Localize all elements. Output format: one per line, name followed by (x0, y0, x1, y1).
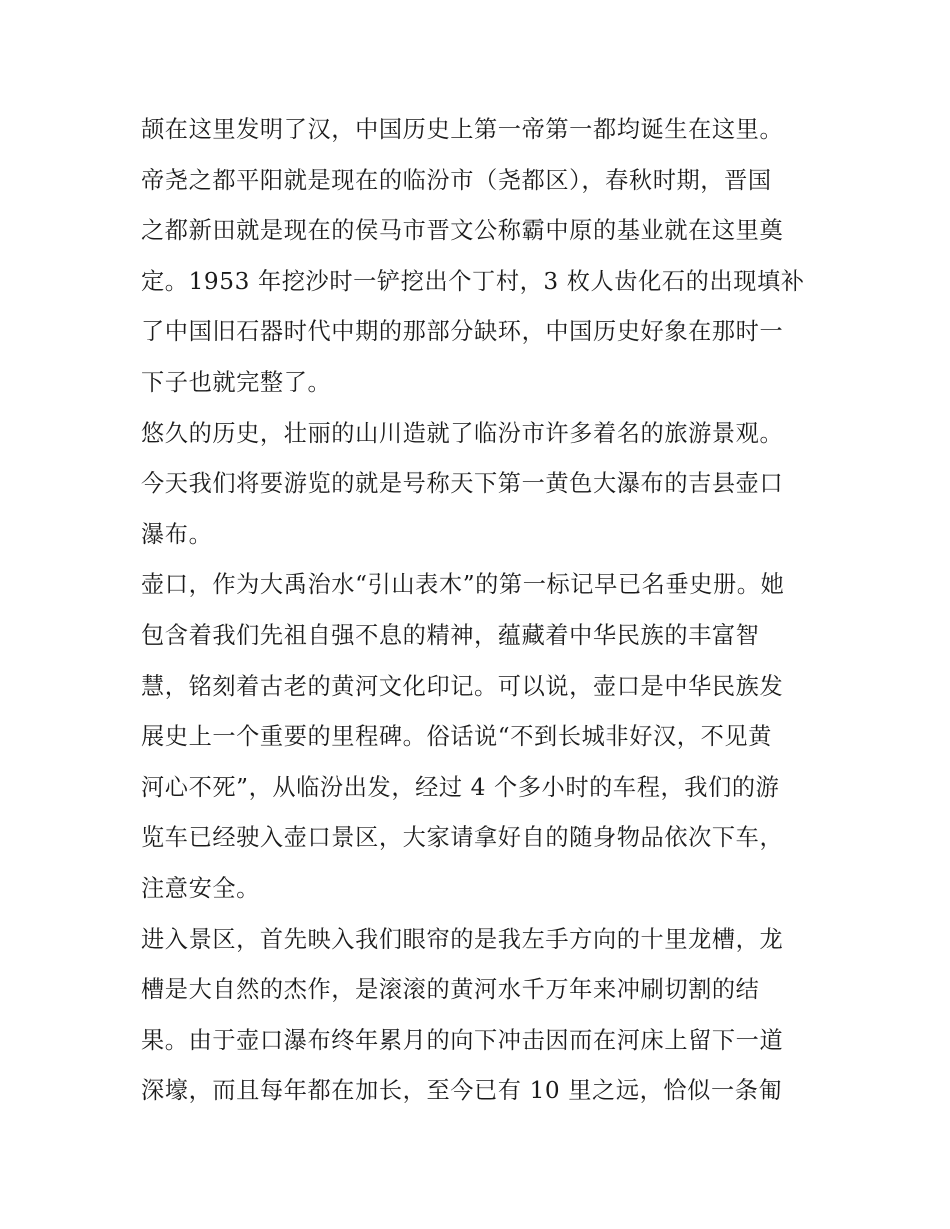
text-line: 慧，铭刻着古老的黄河文化印记。可以说，壶口是中华民族发 (141, 672, 784, 700)
text-line: 深壕，而且每年都在加长，至今已有 10 里之远，恰似一条匍 (141, 1077, 783, 1105)
text-line: 瀑布。 (141, 520, 213, 548)
text-line: 下子也就完整了。 (141, 368, 332, 396)
text-line: 河心不死”，从临汾出发，经过 4 个多小时的车程，我们的游 (141, 773, 780, 801)
text-line: 壶口，作为大禹治水“引山表木”的第一标记早已名垂史册。她 (141, 571, 785, 599)
text-line: 果。由于壶口瀑布终年累月的向下冲击因而在河床上留下一道 (141, 1026, 784, 1054)
text-line: 定。1953 年挖沙时一铲挖出个丁村，3 枚人齿化石的出现填补 (141, 267, 805, 295)
text-line: 槽是大自然的杰作，是滚滚的黄河水千万年来冲刷切割的结 (141, 976, 760, 1004)
text-line: 览车已经驶入壶口景区，大家请拿好自的随身物品依次下车， (141, 824, 784, 852)
text-line: 颉在这里发明了汉，中国历史上第一帝第一都均诞生在这里。 (141, 116, 784, 143)
text-line: 帝尧之都平阳就是现在的临汾市（尧都区），春秋时期，晋国 (141, 166, 772, 194)
text-line: 包含着我们先祖自强不息的精神，蕴藏着中华民族的丰富智 (141, 621, 760, 649)
body-text (141, 105, 821, 1117)
text-line: 之都新田就是现在的侯马市晋文公称霸中原的基业就在这里奠 (141, 217, 784, 245)
text-line: 注意安全。 (141, 874, 260, 902)
text-line: 悠久的历史，壮丽的山川造就了临汾市许多着名的旅游景观。 (141, 419, 784, 447)
text-line: 进入景区，首先映入我们眼帘的是我左手方向的十里龙槽，龙 (141, 925, 784, 953)
text-line: 了中国旧石器时代中期的那部分缺环，中国历史好象在那时一 (141, 318, 784, 346)
text-line: 展史上一个重要的里程碑。俗话说“不到长城非好汉，不见黄 (141, 723, 772, 751)
text-line: 今天我们将要游览的就是号称天下第一黄色大瀑布的吉县壶口 (141, 470, 784, 498)
